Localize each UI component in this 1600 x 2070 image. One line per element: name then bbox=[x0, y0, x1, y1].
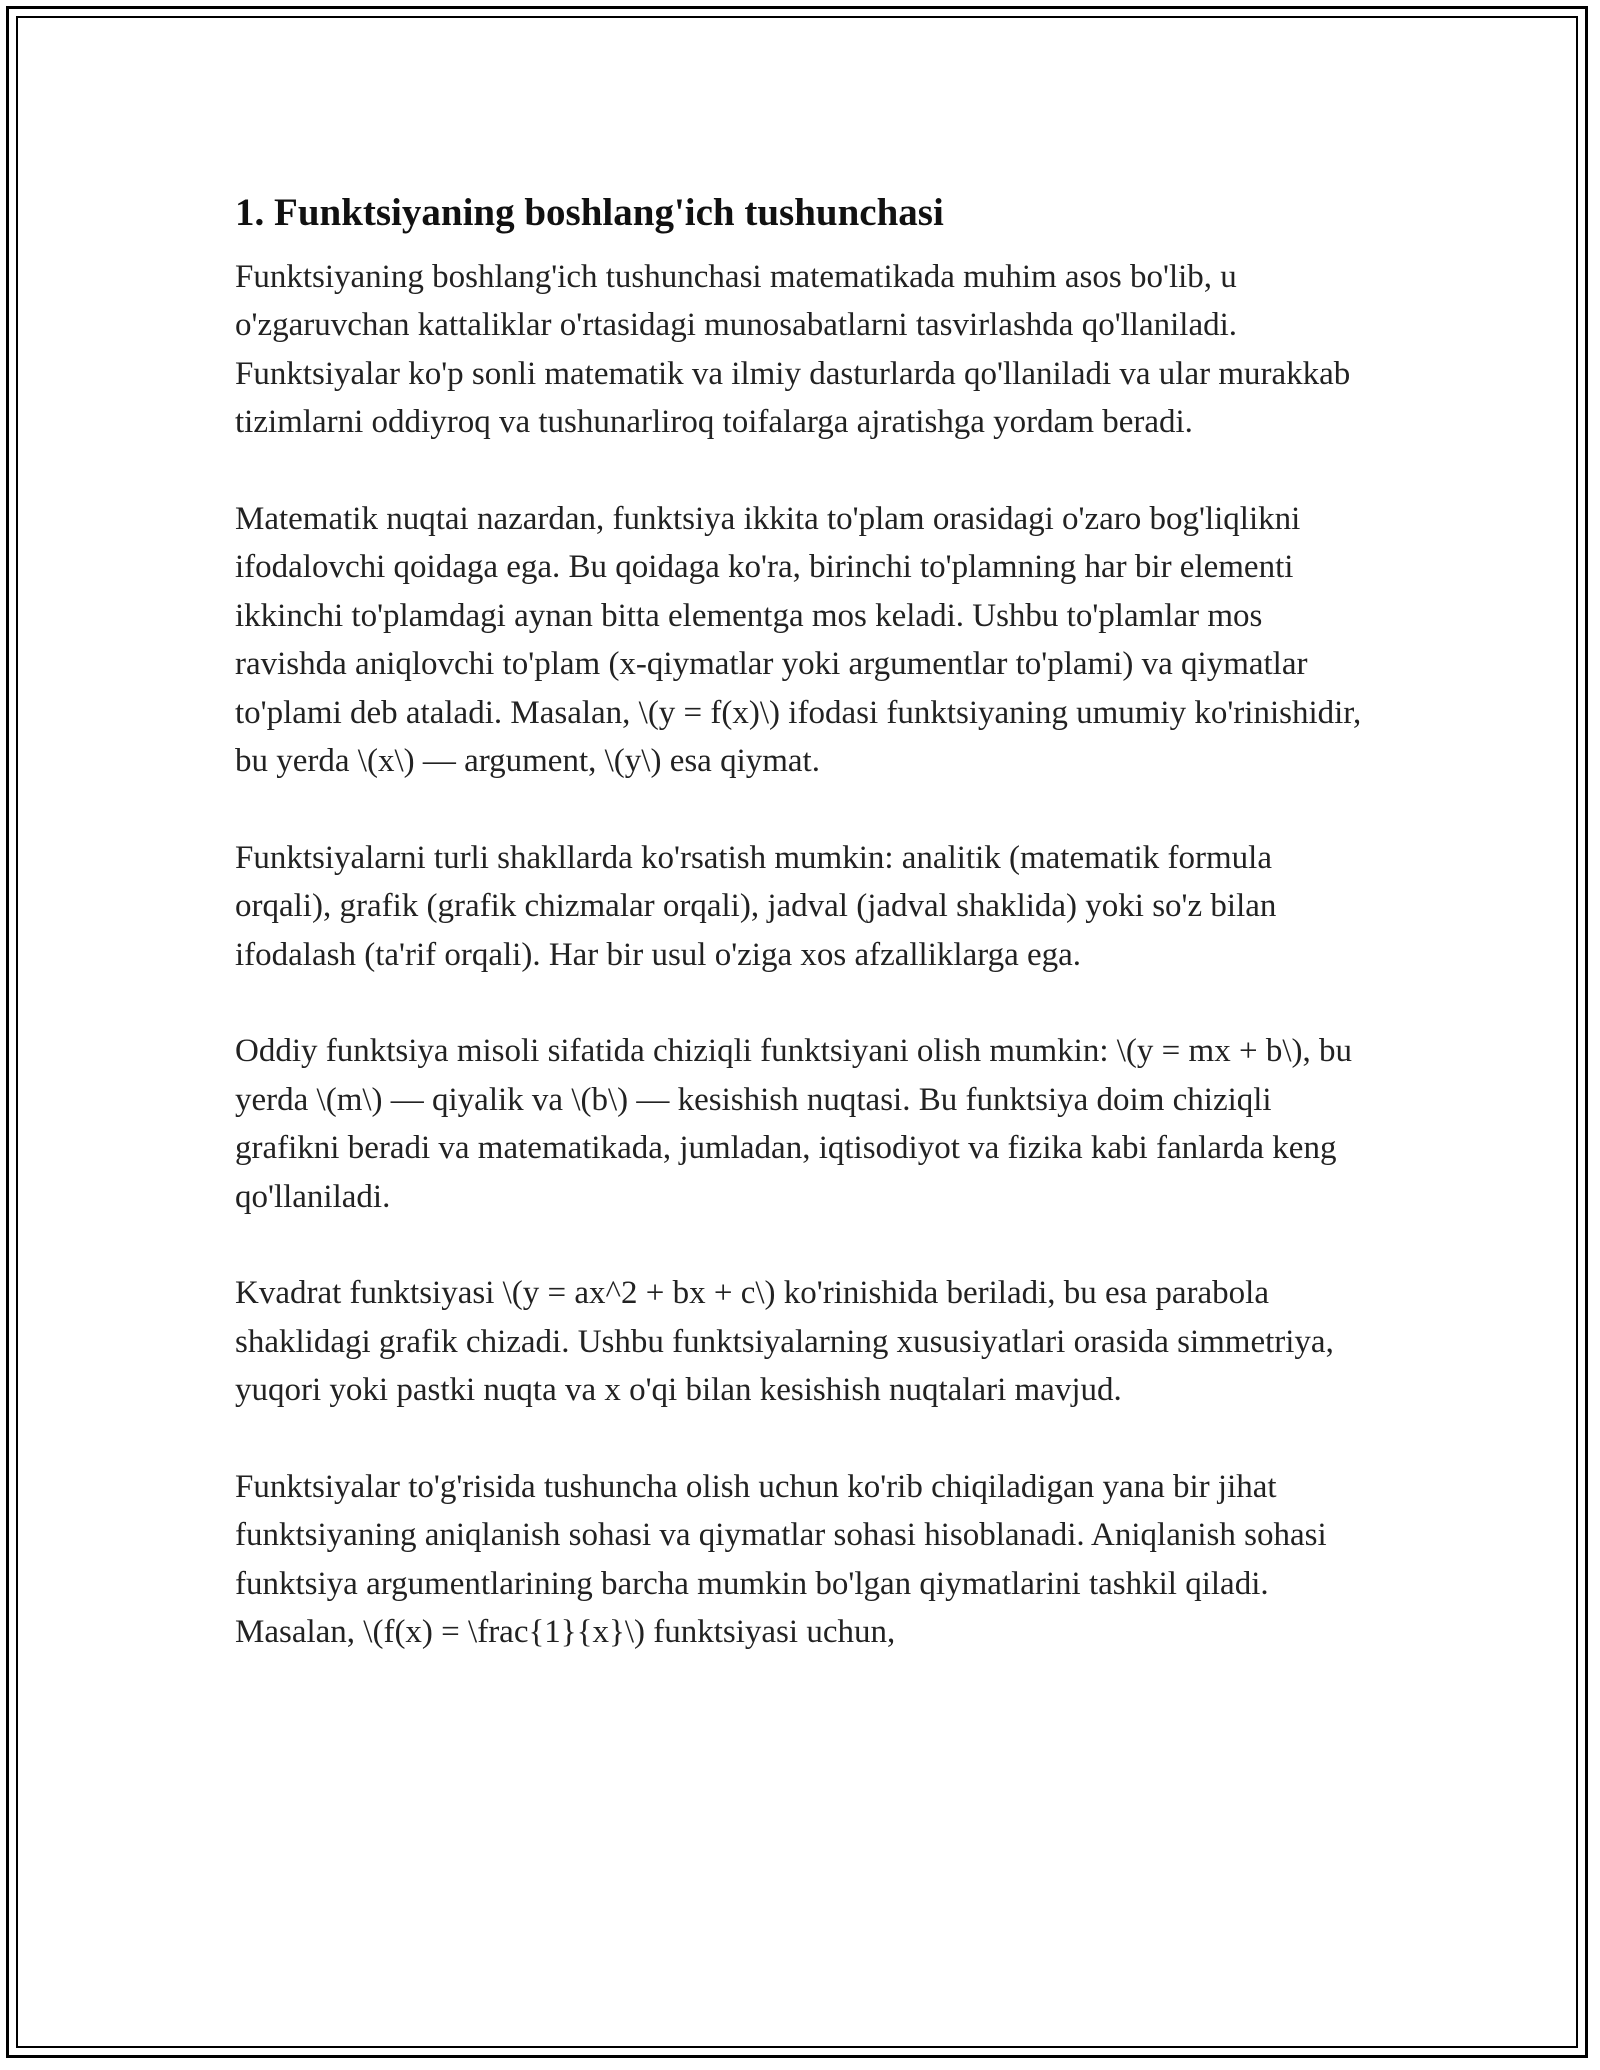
paragraph-intro: Funktsiyaning boshlang'ich tushunchasi matematikada muhim asos bo'lib, u o'zgaruvchan kattaliklar o'rtasidagi munosabatlarni tasvirlashda qo'llaniladi. Funktsiyalar ko'p sonli matematik va ilmiy dasturlarda qo'llaniladi va ular murakkab tizimlarni oddiyroq va tushunarliroq toifalarga ajratishga yordam beradi. bbox=[235, 259, 1351, 441]
paragraph-domain-range: Funktsiyalar to'g'risida tushuncha olish uchun ko'rib chiqiladigan yana bir jihat funktsiyaning aniqlanish sohasi va qiymatlar sohasi hisoblanadi. Aniqlanish sohasi funktsiya argumentlarining barcha mumkin bo'lgan qiymatlarini tashkil qiladi. Masalan, \(f(x) = \frac{1}{x}\) funktsiyasi uchun, bbox=[235, 1469, 1327, 1651]
section-heading: 1. Funktsiyaning boshlang'ich tushunchasi bbox=[235, 191, 944, 234]
document-body bbox=[235, 185, 1375, 1705]
paragraph-representations: Funktsiyalarni turli shakllarda ko'rsatish mumkin: analitik (matematik formula orqali), grafik (grafik chizmalar orqali), jadval (jadval shaklida) yoki so'z bilan ifodalash (ta'rif orqali). Har bir usul o'ziga xos afzalliklarga ega. bbox=[235, 839, 1277, 973]
paragraph-linear-function: Oddiy funktsiya misoli sifatida chiziqli funktsiyani olish mumkin: \(y = mx + b\), bu yerda \(m\) — qiyalik va \(b\) — kesishish nuqtasi. Bu funktsiya doim chiziqli grafikni beradi va matematikada, jumladan, iqtisodiyot va fizika kabi fanlarda keng qo'llaniladi. bbox=[235, 1033, 1352, 1215]
paragraph-definition: Matematik nuqtai nazardan, funktsiya ikkita to'plam orasidagi o'zaro bog'liqlikni ifodalovchi qoidaga ega. Bu qoidaga ko'ra, birinchi to'plamning har bir elementi ikkinchi to'plamdagi aynan bitta elementga mos keladi. Ushbu to'plamlar mos ravishda aniqlovchi to'plam (x-qiymatlar yoki argumentlar to'plami) va qiymatlar to'plami deb ataladi. Masalan, \(y = f(x)\) ifodasi funktsiyaning umumiy ko'rinishidir, bu yerda \(x\) — argument, \(y\) esa qiymat. bbox=[235, 501, 1362, 780]
paragraph-quadratic-function: Kvadrat funktsiyasi \(y = ax^2 + bx + c\) ko'rinishida beriladi, bu esa parabola shaklidagi grafik chizadi. Ushbu funktsiyalarning xususiyatlari orasida simmetriya, yuqori yoki pastki nuqta va x o'qi bilan kesishish nuqtalari mavjud. bbox=[235, 1275, 1334, 1409]
